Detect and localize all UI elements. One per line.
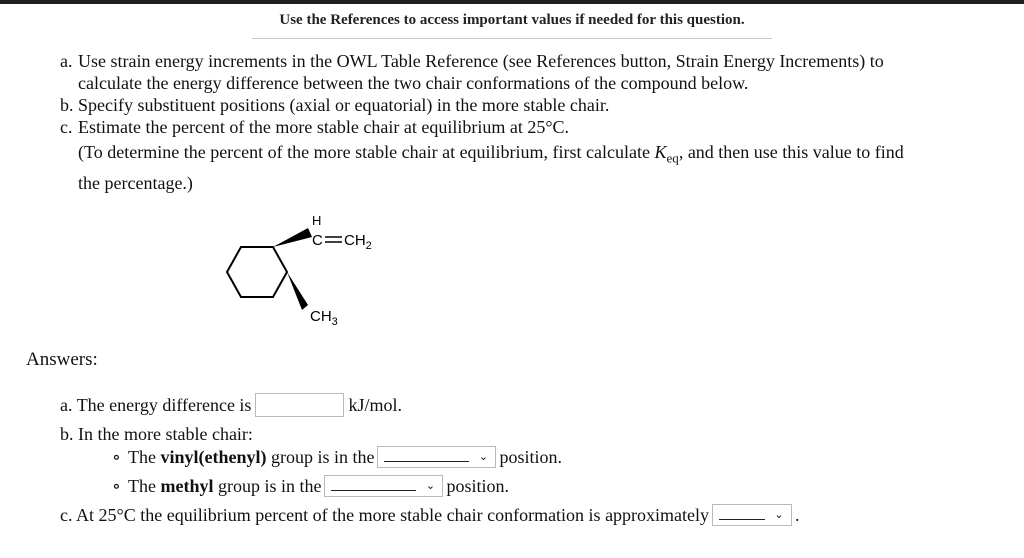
- answer-a-text: The energy difference is: [76, 395, 252, 416]
- answer-a-unit: kJ/mol.: [348, 395, 402, 416]
- header-divider: [252, 38, 772, 39]
- note-line2: the percentage.): [78, 172, 193, 193]
- vinyl-subscript: 2: [365, 240, 372, 252]
- keq-symbol: [654, 142, 679, 166]
- percent-select-value: [719, 519, 765, 520]
- vinyl-ch2-label: [344, 232, 372, 252]
- methyl-wedge-bond: [287, 272, 308, 310]
- question-a-label: a.: [60, 51, 73, 71]
- question-c-text: Estimate the percent of the more stable chair at equilibrium at 25°C.: [78, 117, 570, 137]
- question-a: [60, 50, 1000, 94]
- vinyl-h-label: H: [312, 213, 322, 228]
- methyl-select-value: [331, 490, 416, 491]
- methyl-label: [310, 308, 338, 328]
- vinyl-ch-text: CH: [344, 232, 366, 249]
- vinyl-wedge-bond: [273, 228, 312, 247]
- methyl-post: position.: [446, 476, 509, 496]
- chevron-down-icon: ⌄: [425, 478, 436, 492]
- answers-title: Answers:: [26, 349, 98, 370]
- vinyl-group-name: vinyl(ethenyl): [160, 447, 267, 467]
- bullet-icon: ∘: [112, 476, 121, 496]
- molecule-structure: [205, 205, 405, 335]
- percent-select[interactable]: [712, 504, 792, 526]
- bullet-icon: ∘: [112, 447, 121, 467]
- note-post: , and then use this value to find: [678, 142, 904, 162]
- question-c-label: c.: [60, 117, 73, 137]
- top-bar: [0, 0, 1024, 4]
- note-pre: (To determine the percent of the more stable chair at equilibrium, first calculate: [78, 142, 655, 162]
- keq-subscript: eq: [666, 150, 679, 166]
- question-a-line2: calculate the energy difference between the two chair conformations of the compound below.: [78, 73, 749, 93]
- vinyl-mid: group is in the: [266, 447, 375, 467]
- question-a-line1: Use strain energy increments in the OWL Table Reference (see References button, Strain Energy Increments) to: [78, 51, 884, 71]
- chevron-down-icon: ⌄: [478, 449, 489, 463]
- vinyl-position-row: [112, 447, 562, 470]
- cyclohexane-ring: [227, 247, 287, 297]
- question-b-text: Specify substituent positions (axial or equatorial) in the more stable chair.: [78, 95, 610, 115]
- vinyl-pre: The: [128, 447, 161, 467]
- answer-b-label: b.: [60, 424, 74, 444]
- answer-c-period: .: [795, 505, 800, 525]
- question-c: [60, 116, 1000, 138]
- keq-k: K: [654, 142, 667, 162]
- answer-c: [60, 505, 800, 528]
- methyl-position-row: [112, 476, 509, 499]
- methyl-pre: The: [128, 476, 161, 496]
- vinyl-select-value: [384, 461, 469, 462]
- answer-a: [60, 395, 402, 419]
- question-list: [60, 50, 1000, 196]
- methyl-subscript: 3: [331, 316, 338, 328]
- answer-b-text: In the more stable chair:: [78, 424, 253, 444]
- question-c-note: [60, 140, 1000, 196]
- question-b-label: b.: [60, 95, 74, 115]
- vinyl-position-select[interactable]: [377, 446, 496, 468]
- answer-c-text: At 25°C the equilibrium percent of the more stable chair conformation is approximately: [76, 505, 710, 525]
- methyl-ch-text: CH: [310, 308, 332, 325]
- answer-c-label: c.: [60, 505, 73, 525]
- methyl-mid: group is in the: [213, 476, 322, 496]
- vinyl-post: position.: [499, 447, 562, 467]
- energy-difference-input[interactable]: [255, 393, 344, 417]
- answer-a-label: a.: [60, 395, 73, 416]
- chevron-down-icon: ⌄: [774, 507, 784, 521]
- question-b: [60, 94, 1000, 116]
- answer-b: [60, 424, 253, 445]
- vinyl-c-label: C: [312, 232, 323, 249]
- references-notice: Use the References to access important values if needed for this question.: [279, 12, 745, 28]
- methyl-group-name: methyl: [160, 476, 214, 496]
- methyl-position-select[interactable]: [324, 475, 443, 497]
